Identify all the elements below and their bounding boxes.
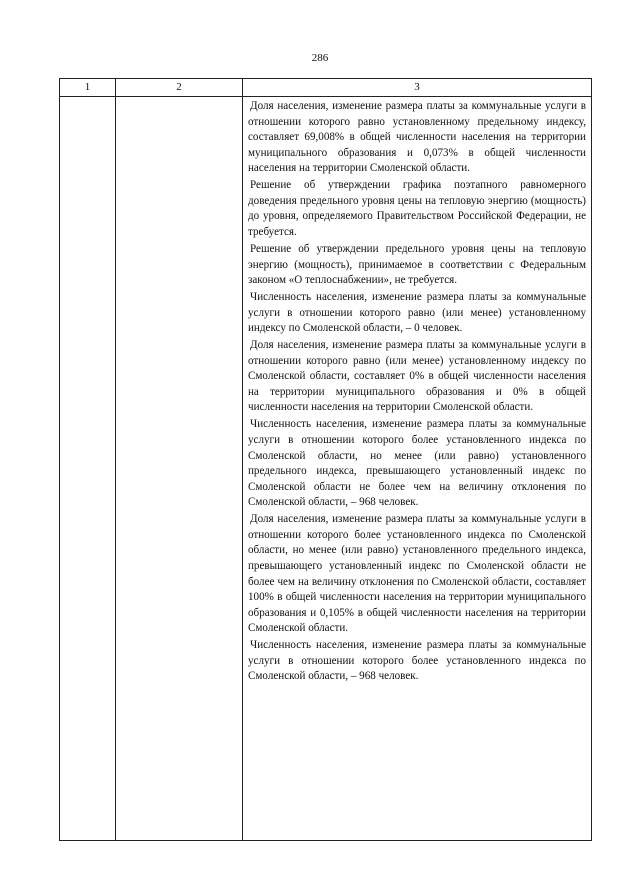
- paragraph-share-above-index: Доля населения, изменение размера платы за коммунальные услуги в отношении которого более установленного индекса по Смоленской области, но менее (или равно) установленного предельного индекса, превышающего установленный индекс по Смоленской области не более чем на величину отклонения по Смоленской области, составляет 100% в общей численности населения на территории муниципального образования и 0,105% в общей численности населения на территории Смоленской области.: [248, 513, 586, 635]
- paragraph-share-equal-limit: Доля населения, изменение размера платы за коммунальные услуги в отношении которого равно установленному предельному индексу, составляет 69,008% в общей численности населения на территории муниципального образования и 0,073% в общей численности населения на территории Смоленской области.: [248, 100, 586, 175]
- paragraph-share-equal-or-less: Доля населения, изменение размера платы за коммунальные услуги в отношении которого равно (или менее) установленному индексу по Смоленской области, составляет 0% в общей численности населения на территории муниципального образования и 0% в общей численности населения на территории Смоленской области.: [248, 339, 586, 414]
- column-3-cell: [243, 97, 591, 840]
- paragraph-population-equal-or-less: Численность населения, изменение размера платы за коммунальные услуги в отношении которого равно (или менее) установленному индексу по Смоленской области, – 0 человек.: [248, 291, 586, 335]
- column-1-cell: [60, 97, 116, 840]
- column-header-3: 3: [243, 79, 591, 97]
- paragraph-schedule-decision: Решение об утверждении графика поэтапного равномерного доведения предельного уровня цены на тепловую энергию (мощность) до уровня, определяемого Правительством Российской Федерации, не требуется.: [248, 179, 586, 239]
- column-header-2: 2: [116, 79, 243, 97]
- column-2-cell: [116, 97, 243, 840]
- page-number: 286: [311, 52, 329, 64]
- document-table: [59, 78, 592, 841]
- paragraph-price-limit-decision: Решение об утверждении предельного уровня цены на тепловую энергию (мощность), принимаемое в соответствии с Федеральным законом «О теплоснабжении», не требуется.: [248, 242, 586, 287]
- column-header-1: 1: [60, 79, 116, 97]
- paragraph-population-more-than-index: Численность населения, изменение размера платы за коммунальные услуги в отношении которого более установленного индекса по Смоленской области, – 968 человек.: [248, 639, 586, 683]
- paragraph-population-above-index: Численность населения, изменение размера платы за коммунальные услуги в отношении которого более установленного индекса по Смоленской области, но менее (или равно) установленного предельного индекса, превышающего установленный индекс по Смоленской области не более чем на величину отклонения по Смоленской области, – 968 человек.: [248, 418, 586, 509]
